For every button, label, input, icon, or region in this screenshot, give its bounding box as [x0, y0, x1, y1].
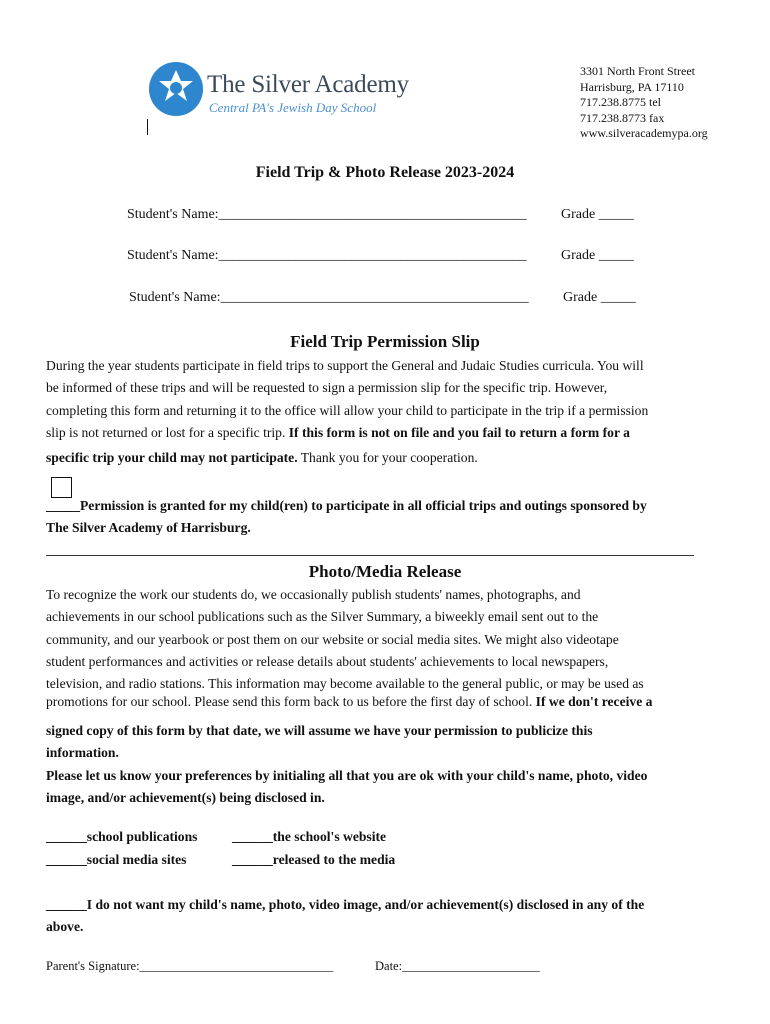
- academy-logo-icon: [148, 61, 204, 117]
- paragraph-bold-text: specific trip your child may not participate.: [46, 450, 298, 466]
- option-media-release[interactable]: ______released to the media: [232, 852, 396, 867]
- permission-heading: Field Trip Permission Slip: [290, 332, 480, 351]
- option-school-website[interactable]: ______the school's website: [232, 829, 387, 844]
- media-heading: Photo/Media Release: [308, 562, 462, 581]
- paragraph-bold-text: If this form is not on file and you fail to return a form for a: [288, 424, 630, 440]
- school-address: [580, 64, 708, 142]
- parent-signature-field[interactable]: Parent's Signature:_______________________________: [46, 959, 334, 973]
- date-field[interactable]: Date:______________________: [375, 959, 540, 973]
- instruction-line: image, and/or achievement(s) being disclosed in.: [46, 789, 325, 805]
- logo-wordmark: The Silver Academy: [207, 71, 409, 98]
- student-name-label: Student's Name:____________________________________________: [127, 248, 527, 263]
- opt-out-line: above.: [46, 919, 84, 935]
- option-school-publications[interactable]: ______school publications: [46, 829, 198, 844]
- address-fax: 717.238.8773 fax: [580, 110, 665, 125]
- paragraph-text: slip is not returned or lost for a specific trip.: [46, 424, 289, 440]
- instruction-line: information.: [46, 745, 119, 761]
- paragraph-text: promotions for our school. Please send this form back to us before the first day of school.: [46, 694, 536, 710]
- paragraph-text: Thank you for your cooperation.: [297, 450, 478, 466]
- paragraph-line: completing this form and returning it to the office will allow your child to participate in the trip if a permission: [46, 402, 649, 418]
- page-title: Field Trip & Photo Release 2023-2024: [255, 164, 515, 181]
- option-social-media[interactable]: ______social media sites: [46, 852, 187, 867]
- paragraph-line: community, and our yearbook or post them on our website or social media sites. We might also videotape: [46, 631, 619, 647]
- instruction-line: signed copy of this form by that date, we will assume we have your permission to publicize this: [46, 723, 593, 738]
- paragraph-line: be informed of these trips and will be requested to sign a permission slip for the specific trip. However,: [46, 380, 608, 396]
- student-name-field-2[interactable]: [127, 248, 527, 264]
- media-instructions: [46, 720, 736, 809]
- student-name-field-3[interactable]: [129, 290, 529, 306]
- paragraph-line: student performances and activities or release details about students' achievements to local newspapers,: [46, 653, 609, 669]
- address-city: Harrisburg, PA 17110: [580, 79, 684, 94]
- media-paragraph: [46, 584, 736, 711]
- student-grade-field-2[interactable]: Grade _____: [561, 248, 634, 263]
- logo-tagline: Central PA's Jewish Day School: [209, 100, 377, 115]
- divider: [147, 119, 148, 135]
- permission-paragraph: [46, 355, 736, 469]
- address-street: 3301 North Front Street: [580, 64, 695, 78]
- student-name-label: Student's Name:____________________________________________: [129, 290, 529, 305]
- permission-grant: [46, 495, 736, 540]
- opt-out-line: ______I do not want my child's name, photo, video image, and/or achievement(s) disclosed in any of the: [46, 897, 645, 912]
- paragraph-line: [46, 693, 736, 711]
- grant-line: _____Permission is granted for my child(ren) to participate in all official trips and outings sponsored by: [46, 498, 647, 513]
- section-divider: [46, 555, 694, 556]
- paragraph-line: television, and radio stations. This information may become available to the general public, or may be used as: [46, 676, 644, 692]
- opt-out[interactable]: [46, 894, 736, 939]
- address-website: www.silveracademypa.org: [580, 126, 708, 140]
- student-name-label: Student's Name:____________________________________________: [127, 207, 527, 222]
- student-name-field-1[interactable]: [127, 207, 527, 223]
- student-grade-field-1[interactable]: Grade _____: [561, 207, 634, 222]
- paragraph-line: During the year students participate in field trips to support the General and Judaic Studies curricula. You will: [46, 358, 644, 373]
- grant-line: The Silver Academy of Harrisburg.: [46, 520, 251, 536]
- paragraph-line: achievements in our school publications such as the Silver Summary, a biweekly email sent out to the: [46, 609, 599, 625]
- paragraph-line: [46, 447, 736, 469]
- paragraph-line: To recognize the work our students do, we occasionally publish students' names, photographs, and: [46, 587, 581, 602]
- instruction-line: Please let us know your preferences by initialing all that you are ok with your child's name, photo, video: [46, 767, 648, 783]
- paragraph-bold-text: If we don't receive a: [535, 694, 653, 710]
- address-phone: 717.238.8775 tel: [580, 95, 661, 109]
- student-grade-field-3[interactable]: Grade _____: [563, 290, 636, 305]
- paragraph-line: [46, 422, 736, 444]
